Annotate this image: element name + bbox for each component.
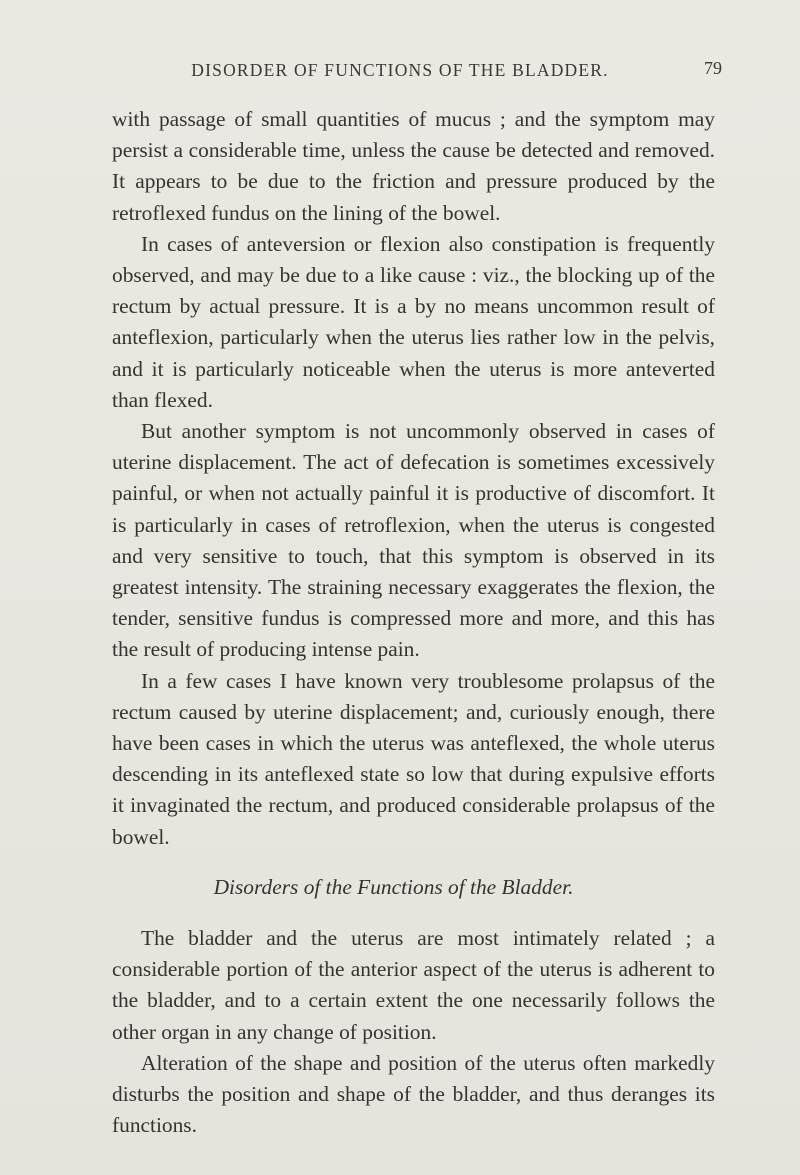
paragraph-anteversion-constipation: In cases of anteversion or flexion also constipation is frequently observed, and may be due to a like cause : viz., the blocking up of the rectum by actual pressure. It is a by no means uncommon result of anteflexion, particularly when the uterus lies rather low in the pelvis, and it is particularly noticeable when the uterus is more anteverted than flexed.: [112, 231, 715, 412]
paragraph-continued: with passage of small quantities of mucus ; and the symptom may persist a considerable time, unless the cause be detected and removed. It appears to be due to the friction and pressure produced by the retroflexed fundus on the lining of the bowel.: [112, 107, 715, 225]
running-title: DISORDER OF FUNCTIONS OF THE BLADDER.: [191, 60, 609, 80]
paragraph-bladder-relation: The bladder and the uterus are most intimately related ; a considerable portion of the anterior aspect of the uterus is adherent to the bladder, and to a certain extent the one necessarily follows the other organ in any change of position.: [112, 926, 715, 1044]
section-heading: Disorders of the Functions of the Bladder.: [213, 874, 574, 899]
paragraph-defecation-pain: But another symptom is not uncommonly observed in cases of uterine displacement. The act of defecation is sometimes excessively painful, or when not actually painful it is productive of discomfort. It is particularly in cases of retroflexion, when the uterus is congested and very sensitive to touch, that this symptom is observed in its greatest intensity. The straining necessary exaggerates the flexion, the tender, sensitive fundus is compressed more and more, and this has the result of producing intense pain.: [112, 419, 715, 662]
page-number: 79: [704, 58, 722, 78]
body-text: [112, 104, 715, 1142]
running-head: [0, 56, 800, 86]
paragraph-bladder-alteration: Alteration of the shape and position of the uterus often markedly disturbs the position and shape of the bladder, and thus deranges its functions.: [112, 1050, 715, 1138]
paragraph-prolapsus-rectum: In a few cases I have known very troublesome prolapsus of the rectum caused by uterine displacement; and, curiously enough, there have been cases in which the uterus was anteflexed, the whole uterus descending in its anteflexed state so low that during expulsive efforts it invaginated the rectum, and produced considerable prolapsus of the bowel.: [112, 668, 715, 849]
